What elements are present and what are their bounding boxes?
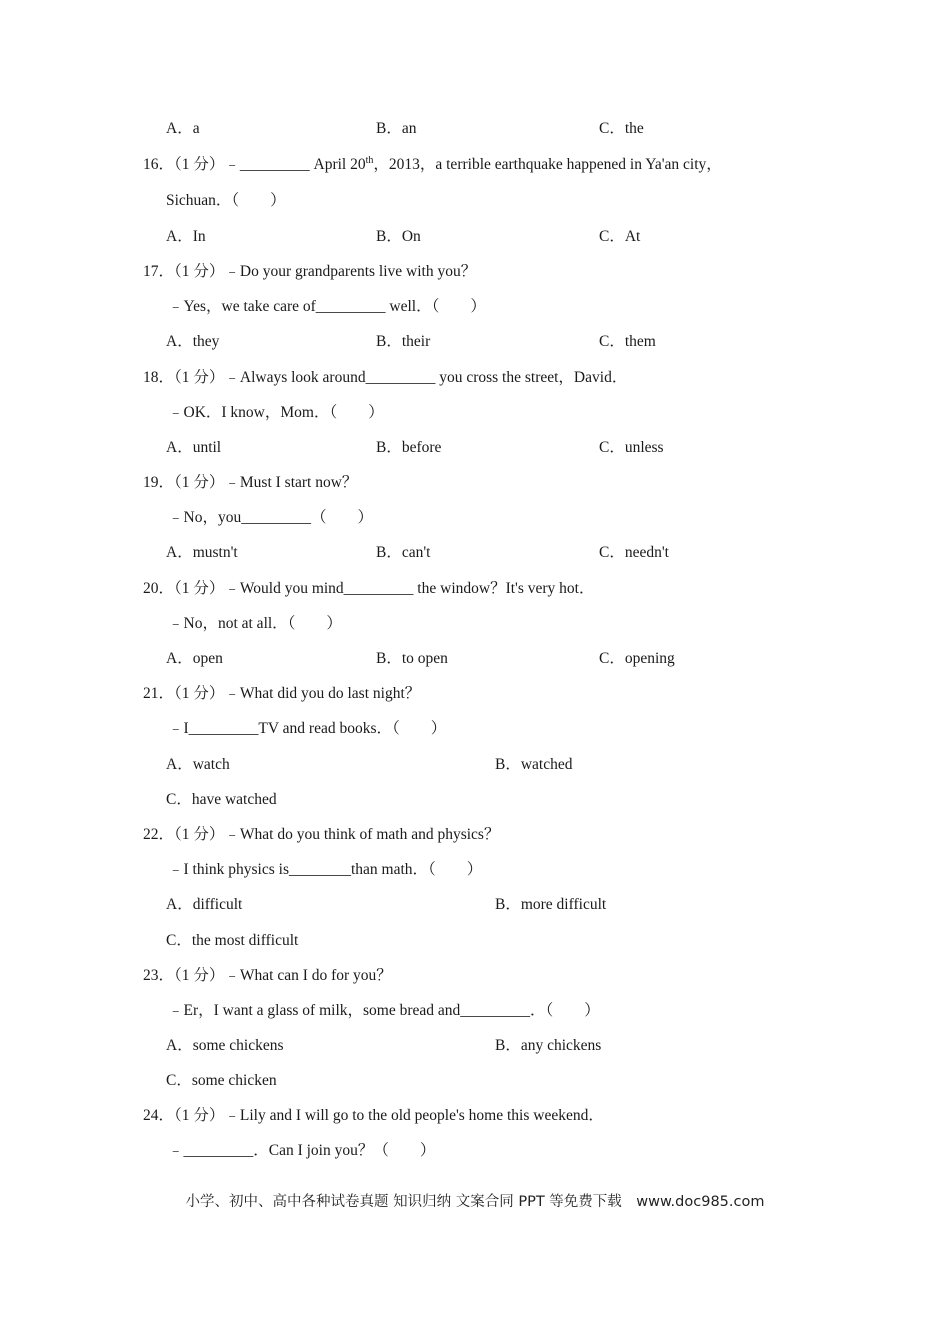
q21-option-c: C．have watched	[166, 791, 277, 808]
q17-option-a: A．they	[166, 333, 220, 350]
q16-stem-cont: Sichuan．（ ）	[166, 192, 286, 209]
q16-option-b: B．On	[376, 228, 421, 245]
q23-answer-line: ﹣Er，I want a glass of milk，some bread and_________．（ ）	[168, 1002, 600, 1019]
q23-option-b: B．any chickens	[495, 1037, 602, 1054]
q23-option-c: C．some chicken	[166, 1072, 277, 1089]
q16-stem	[143, 155, 722, 175]
q16-sup: th	[365, 154, 374, 166]
q18-option-a: A．until	[166, 439, 222, 456]
q21-option-a: A．watch	[166, 756, 230, 773]
q22-stem: 22．（1 分）﹣What do you think of math and physics？	[143, 826, 500, 843]
q19-option-c: C．needn't	[599, 544, 669, 561]
q16-option-a: A．In	[166, 228, 206, 245]
q21-answer-line: ﹣I_________TV and read books．（ ）	[168, 720, 447, 737]
q16-tail: ，2013，a terrible earthquake happened in Ya'an city，	[373, 156, 722, 173]
q18-answer-line: ﹣OK．I know，Mom．（ ）	[168, 404, 384, 421]
q19-option-b: B．can't	[376, 544, 431, 561]
q15-option-b: B．an	[376, 120, 417, 137]
page-footer: 小学、初中、高中各种试卷真题 知识归纳 文案合同 PPT 等免费下载 www.doc985.com	[185, 1194, 765, 1210]
q22-option-b: B．more difficult	[495, 896, 607, 913]
q20-stem: 20．（1 分）﹣Would you mind_________ the window？It's very hot．	[143, 580, 595, 597]
q16-option-c: C．At	[599, 228, 641, 245]
q21-stem: 21．（1 分）﹣What did you do last night？	[143, 685, 421, 702]
q17-stem: 17．（1 分）﹣Do your grandparents live with you？	[143, 263, 477, 280]
q22-option-a: A．difficult	[166, 896, 243, 913]
q18-stem: 18．（1 分）﹣Always look around_________ you cross the street，David．	[143, 369, 628, 386]
q24-answer-line: ﹣_________．Can I join you？（ ）	[168, 1142, 436, 1159]
q23-stem: 23．（1 分）﹣What can I do for you？	[143, 967, 392, 984]
q19-option-a: A．mustn't	[166, 544, 238, 561]
q20-option-a: A．open	[166, 650, 223, 667]
q19-stem: 19．（1 分）﹣Must I start now？	[143, 474, 358, 491]
q18-option-c: C．unless	[599, 439, 664, 456]
q20-option-c: C．opening	[599, 650, 675, 667]
q16-lead: 16．（1 分）﹣_________ April 20	[143, 156, 366, 173]
q20-answer-line: ﹣No，not at all．（ ）	[168, 615, 342, 632]
q21-option-b: B．watched	[495, 756, 573, 773]
q19-answer-line: ﹣No，you_________（ ）	[168, 509, 373, 526]
q22-answer-line: ﹣I think physics is________than math．（ ）	[168, 861, 483, 878]
q17-option-c: C．them	[599, 333, 656, 350]
q15-option-a: A．a	[166, 120, 200, 137]
q22-option-c: C．the most difficult	[166, 932, 299, 949]
q18-option-b: B．before	[376, 439, 442, 456]
q17-answer-line: ﹣Yes，we take care of_________ well．（ ）	[168, 298, 486, 315]
q23-option-a: A．some chickens	[166, 1037, 284, 1054]
q17-option-b: B．their	[376, 333, 431, 350]
q20-option-b: B．to open	[376, 650, 448, 667]
q24-stem: 24．（1 分）﹣Lily and I will go to the old people's home this weekend．	[143, 1107, 604, 1124]
q15-option-c: C．the	[599, 120, 644, 137]
